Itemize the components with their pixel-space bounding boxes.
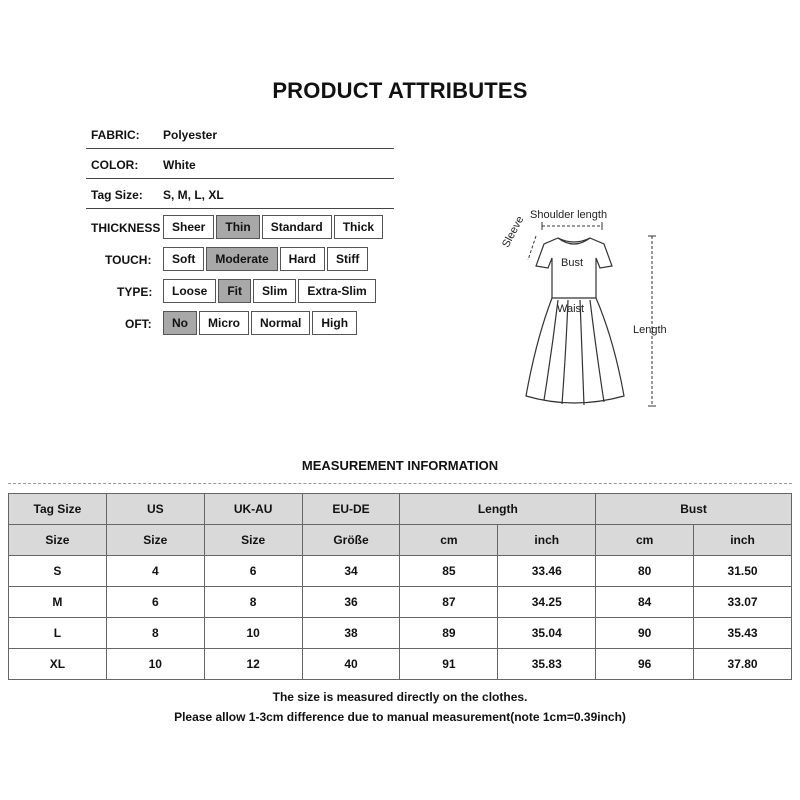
- table-cell: 87: [400, 587, 498, 618]
- option-extra-slim[interactable]: Extra-Slim: [298, 279, 375, 303]
- measurement-table: [8, 493, 792, 680]
- attr-label: COLOR:: [91, 158, 139, 172]
- table-cell: 33.07: [694, 587, 792, 618]
- table-body: [9, 556, 792, 680]
- header-cell: Size: [9, 525, 107, 556]
- option-loose[interactable]: Loose: [163, 279, 216, 303]
- dashed-divider: [8, 483, 792, 484]
- attr-row-fabric: [86, 119, 394, 149]
- header-cell: cm: [596, 525, 694, 556]
- table-cell: 89: [400, 618, 498, 649]
- option-no[interactable]: No: [163, 311, 197, 335]
- option-soft[interactable]: Soft: [163, 247, 204, 271]
- option-label: TYPE:: [117, 285, 153, 299]
- table-row: [9, 556, 792, 587]
- attr-value: S, M, L, XL: [163, 188, 224, 202]
- header-cell: UK-AU: [204, 494, 302, 525]
- option-hard[interactable]: Hard: [280, 247, 325, 271]
- table-cell: 96: [596, 649, 694, 680]
- table-cell: 80: [596, 556, 694, 587]
- table-cell: 34: [302, 556, 400, 587]
- option-standard[interactable]: Standard: [262, 215, 332, 239]
- sleeve-label: Sleeve: [500, 214, 527, 250]
- table-cell: 4: [106, 556, 204, 587]
- header-cell: cm: [400, 525, 498, 556]
- dress-icon: [496, 200, 696, 420]
- table-row: [9, 649, 792, 680]
- header-cell: Bust: [596, 494, 792, 525]
- header-cell: EU-DE: [302, 494, 400, 525]
- header-cell: US: [106, 494, 204, 525]
- dress-measurement-diagram: [496, 200, 696, 420]
- attr-label: Tag Size:: [91, 188, 143, 202]
- table-cell: 84: [596, 587, 694, 618]
- table-cell: 34.25: [498, 587, 596, 618]
- option-label: THICKNESS: [91, 221, 161, 235]
- table-cell: 8: [204, 587, 302, 618]
- header-cell: Size: [204, 525, 302, 556]
- length-label: Length: [633, 324, 667, 336]
- table-cell: 10: [106, 649, 204, 680]
- header-cell: Größe: [302, 525, 400, 556]
- table-subheader-row: [9, 525, 792, 556]
- table-cell: 31.50: [694, 556, 792, 587]
- table-header-row: [9, 494, 792, 525]
- option-thin[interactable]: Thin: [216, 215, 259, 239]
- table-cell: S: [9, 556, 107, 587]
- waist-label: Waist: [557, 303, 585, 315]
- attr-row-tag-size: [86, 179, 394, 209]
- table-cell: XL: [9, 649, 107, 680]
- measurement-title: MEASUREMENT INFORMATION: [301, 458, 499, 473]
- table-cell: 35.04: [498, 618, 596, 649]
- table-cell: L: [9, 618, 107, 649]
- page-title: PRODUCT ATTRIBUTES: [272, 78, 528, 103]
- attr-label: FABRIC:: [91, 128, 140, 142]
- table-cell: 35.83: [498, 649, 596, 680]
- bust-label: Bust: [561, 257, 584, 269]
- option-thick[interactable]: Thick: [334, 215, 383, 239]
- option-normal[interactable]: Normal: [251, 311, 310, 335]
- attr-value: White: [163, 158, 196, 172]
- table-cell: 33.46: [498, 556, 596, 587]
- attr-row-color: [86, 149, 394, 179]
- table-cell: 37.80: [694, 649, 792, 680]
- header-cell: inch: [694, 525, 792, 556]
- table-cell: 12: [204, 649, 302, 680]
- table-cell: 6: [106, 587, 204, 618]
- attr-value: Polyester: [163, 128, 218, 142]
- table-cell: 35.43: [694, 618, 792, 649]
- table-cell: 8: [106, 618, 204, 649]
- table-cell: 6: [204, 556, 302, 587]
- option-moderate[interactable]: Moderate: [206, 247, 277, 271]
- table-cell: 36: [302, 587, 400, 618]
- table-cell: 40: [302, 649, 400, 680]
- option-fit[interactable]: Fit: [218, 279, 251, 303]
- table-cell: 38: [302, 618, 400, 649]
- note-difference: Please allow 1-3cm difference due to manual measurement(note 1cm=0.39inch): [174, 710, 626, 724]
- option-slim[interactable]: Slim: [253, 279, 296, 303]
- table-row: [9, 618, 792, 649]
- option-micro[interactable]: Micro: [199, 311, 249, 335]
- option-stiff[interactable]: Stiff: [327, 247, 368, 271]
- note-measured: The size is measured directly on the clothes.: [272, 690, 528, 704]
- table-cell: 85: [400, 556, 498, 587]
- table-cell: M: [9, 587, 107, 618]
- table-cell: 90: [596, 618, 694, 649]
- option-high[interactable]: High: [312, 311, 357, 335]
- table-cell: 91: [400, 649, 498, 680]
- table-row: [9, 587, 792, 618]
- header-cell: Size: [106, 525, 204, 556]
- header-cell: Tag Size: [9, 494, 107, 525]
- option-sheer[interactable]: Sheer: [163, 215, 214, 239]
- option-label: TOUCH:: [105, 253, 152, 267]
- header-cell: inch: [498, 525, 596, 556]
- shoulder-length-label: Shoulder length: [530, 209, 608, 221]
- header-cell: Length: [400, 494, 596, 525]
- table-cell: 10: [204, 618, 302, 649]
- option-label: OFT:: [125, 317, 152, 331]
